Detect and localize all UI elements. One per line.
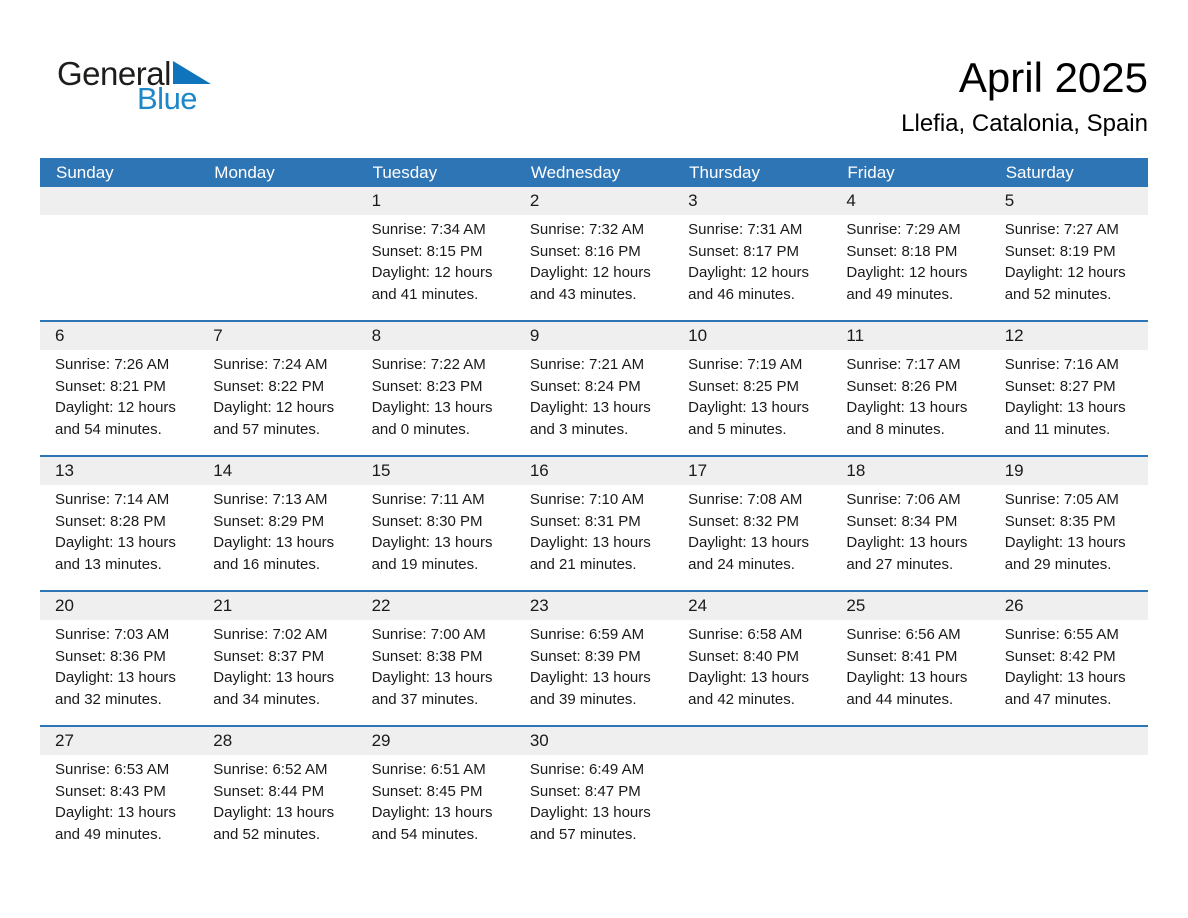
location-subtitle: Llefia, Catalonia, Spain: [901, 110, 1148, 138]
day-info-line: Daylight: 13 hours: [1004, 399, 1126, 416]
day-cell: [673, 215, 831, 320]
day-info-line: Sunset: 8:31 PM: [529, 512, 641, 530]
day-info-line: Sunrise: 6:52 AM: [213, 761, 328, 778]
day-info-line: Sunset: 8:37 PM: [213, 647, 325, 665]
weekday-label-thursday: Thursday: [689, 163, 761, 182]
day-cell: [40, 350, 198, 455]
day-cell: [673, 350, 831, 455]
day-info-line: Sunrise: 7:06 AM: [846, 491, 961, 508]
day-info-line: Sunset: 8:24 PM: [529, 377, 641, 395]
day-cell: [831, 215, 989, 320]
day-info-line: Sunrise: 7:05 AM: [1004, 491, 1119, 508]
day-number: 11: [846, 326, 865, 345]
day-number-strip: [40, 592, 1148, 620]
day-number: 12: [1004, 326, 1024, 345]
weekday-label-saturday: Saturday: [1005, 163, 1074, 182]
week-row: [40, 455, 1148, 590]
day-cell: [673, 485, 831, 590]
day-number: 1: [371, 191, 382, 210]
day-info-line: Sunset: 8:45 PM: [371, 782, 483, 800]
day-cell: [831, 485, 989, 590]
week-row: [40, 590, 1148, 725]
day-info-line: Sunrise: 7:29 AM: [846, 221, 961, 238]
day-info-line: and 43 minutes.: [529, 285, 637, 303]
day-number: [990, 727, 1148, 755]
day-cell: [40, 620, 198, 725]
day-info-line: Daylight: 12 hours: [213, 399, 335, 416]
day-info-line: Sunset: 8:34 PM: [846, 512, 958, 530]
day-info-line: and 19 minutes.: [371, 555, 479, 573]
day-number: 28: [213, 731, 233, 750]
day-info-line: and 42 minutes.: [688, 690, 795, 708]
day-info-line: Daylight: 12 hours: [529, 264, 651, 281]
day-number: 25: [846, 596, 866, 615]
day-info-line: Daylight: 12 hours: [371, 264, 493, 281]
day-cell: [198, 755, 356, 860]
day-info-line: Sunrise: 6:49 AM: [529, 761, 645, 778]
general-blue-logo: [57, 57, 211, 114]
day-number: 5: [1004, 191, 1015, 210]
day-cell: [198, 215, 356, 320]
day-info-line: Daylight: 13 hours: [371, 804, 493, 821]
day-info-line: Sunset: 8:28 PM: [55, 512, 166, 530]
weekday-header: [40, 158, 1148, 187]
day-info-line: Daylight: 13 hours: [1004, 534, 1126, 551]
day-info-line: Sunset: 8:40 PM: [688, 647, 800, 665]
day-info-line: and 16 minutes.: [213, 555, 321, 573]
day-info-line: and 5 minutes.: [688, 420, 787, 438]
day-info-line: Daylight: 13 hours: [55, 804, 176, 821]
day-number: 3: [688, 191, 698, 210]
day-info-line: Sunrise: 6:56 AM: [846, 626, 961, 643]
day-number-strip: [40, 187, 1148, 215]
day-number: 4: [846, 191, 856, 210]
day-info-line: Daylight: 13 hours: [213, 669, 335, 686]
day-info-line: Sunset: 8:36 PM: [55, 647, 166, 665]
day-info-line: Sunrise: 7:22 AM: [371, 356, 486, 373]
day-info-line: and 27 minutes.: [846, 555, 954, 573]
day-info-line: Sunrise: 7:19 AM: [688, 356, 803, 373]
day-cell: [40, 755, 198, 860]
weekday-label-monday: Monday: [214, 163, 275, 182]
day-info-line: and 32 minutes.: [55, 690, 162, 708]
day-cell: [515, 350, 673, 455]
day-cell: [357, 620, 515, 725]
day-info-line: Sunrise: 7:11 AM: [371, 491, 485, 508]
day-info-line: and 54 minutes.: [371, 825, 479, 843]
day-cell: [40, 215, 198, 320]
day-cell: [198, 350, 356, 455]
day-info-line: and 39 minutes.: [529, 690, 637, 708]
day-number: 15: [371, 461, 391, 480]
day-info-line: Daylight: 13 hours: [846, 399, 968, 416]
day-number: [831, 727, 989, 755]
day-info-line: Daylight: 13 hours: [55, 534, 176, 551]
weekday-label-friday: Friday: [847, 163, 895, 182]
title-block: [901, 55, 1148, 139]
day-cell: [990, 485, 1148, 590]
day-info-line: Sunrise: 7:08 AM: [688, 491, 803, 508]
day-info-line: Sunrise: 6:58 AM: [688, 626, 803, 643]
day-cell: [990, 350, 1148, 455]
day-info-line: Sunrise: 6:55 AM: [1004, 626, 1119, 643]
day-info-line: Sunset: 8:29 PM: [213, 512, 325, 530]
day-info-line: Sunset: 8:32 PM: [688, 512, 800, 530]
day-number: 22: [371, 596, 391, 615]
day-number: 13: [55, 461, 74, 480]
day-info-line: Daylight: 13 hours: [1004, 669, 1126, 686]
day-cell: [673, 620, 831, 725]
day-info-line: and 24 minutes.: [688, 555, 795, 573]
day-info-line: and 29 minutes.: [1004, 555, 1112, 573]
day-info-line: Daylight: 13 hours: [688, 399, 810, 416]
day-info-line: Sunrise: 7:02 AM: [213, 626, 328, 643]
day-cell: [357, 485, 515, 590]
day-info-line: Sunrise: 7:27 AM: [1004, 221, 1119, 238]
day-info-line: Sunrise: 7:32 AM: [529, 221, 645, 238]
day-cell: [515, 620, 673, 725]
day-info-line: and 44 minutes.: [846, 690, 954, 708]
day-info-line: and 13 minutes.: [55, 555, 162, 573]
day-info-line: and 8 minutes.: [846, 420, 945, 438]
day-info-line: Daylight: 13 hours: [371, 534, 493, 551]
day-info-line: Sunset: 8:38 PM: [371, 647, 483, 665]
day-info-line: Sunset: 8:44 PM: [213, 782, 325, 800]
logo-text-blue: Blue: [137, 81, 198, 116]
day-info-line: and 34 minutes.: [213, 690, 321, 708]
day-info-line: Daylight: 13 hours: [846, 669, 968, 686]
day-cell: [831, 755, 989, 860]
day-info-line: Sunrise: 7:34 AM: [371, 221, 486, 238]
day-info-line: and 41 minutes.: [371, 285, 479, 303]
day-info-line: Sunrise: 7:13 AM: [213, 491, 328, 508]
day-number: [40, 187, 198, 215]
day-number-strip: [40, 727, 1148, 755]
day-info-line: Sunrise: 7:16 AM: [1004, 356, 1119, 373]
day-info-line: Daylight: 13 hours: [846, 534, 968, 551]
day-info-line: and 37 minutes.: [371, 690, 479, 708]
day-info-line: and 3 minutes.: [529, 420, 629, 438]
day-info-line: and 46 minutes.: [688, 285, 795, 303]
day-details-row: [40, 755, 1148, 860]
day-info-line: and 54 minutes.: [55, 420, 162, 438]
day-info-line: and 11 minutes.: [1004, 420, 1111, 438]
day-cell: [198, 620, 356, 725]
day-info-line: Sunset: 8:39 PM: [529, 647, 641, 665]
day-info-line: Sunrise: 6:51 AM: [371, 761, 486, 778]
day-info-line: Sunrise: 7:24 AM: [213, 356, 328, 373]
day-details-row: [40, 620, 1148, 725]
day-cell: [40, 485, 198, 590]
day-info-line: Sunset: 8:25 PM: [688, 377, 800, 395]
day-info-line: Daylight: 12 hours: [55, 399, 176, 416]
day-info-line: Sunrise: 7:10 AM: [529, 491, 645, 508]
day-number: 30: [529, 731, 549, 750]
day-info-line: and 49 minutes.: [55, 825, 162, 843]
day-info-line: and 47 minutes.: [1004, 690, 1112, 708]
day-info-line: Sunset: 8:30 PM: [371, 512, 483, 530]
day-cell: [990, 755, 1148, 860]
day-number: 7: [213, 326, 223, 345]
day-info-line: and 21 minutes.: [529, 555, 637, 573]
day-info-line: and 49 minutes.: [846, 285, 954, 303]
day-info-line: Sunset: 8:21 PM: [55, 377, 166, 395]
day-info-line: Sunset: 8:17 PM: [688, 242, 800, 260]
day-cell: [831, 350, 989, 455]
day-cell: [515, 755, 673, 860]
day-number: 9: [529, 326, 540, 345]
day-info-line: Daylight: 13 hours: [371, 669, 493, 686]
day-number: 17: [688, 461, 708, 480]
day-number-strip: [40, 322, 1148, 350]
day-info-line: Daylight: 13 hours: [529, 804, 651, 821]
day-info-line: Sunset: 8:15 PM: [371, 242, 483, 260]
day-info-line: Sunrise: 7:17 AM: [846, 356, 961, 373]
day-info-line: Daylight: 13 hours: [213, 804, 335, 821]
day-info-line: Daylight: 13 hours: [213, 534, 335, 551]
day-number: 6: [55, 326, 65, 345]
day-info-line: Sunset: 8:22 PM: [213, 377, 325, 395]
day-info-line: Sunset: 8:18 PM: [846, 242, 958, 260]
day-info-line: Sunset: 8:35 PM: [1004, 512, 1116, 530]
day-number: 21: [213, 596, 233, 615]
day-number: 2: [529, 191, 540, 210]
day-number-strip: [40, 457, 1148, 485]
day-cell: [990, 620, 1148, 725]
day-cell: [673, 755, 831, 860]
day-cell: [831, 620, 989, 725]
day-info-line: Sunset: 8:26 PM: [846, 377, 958, 395]
day-cell: [198, 485, 356, 590]
day-info-line: Daylight: 13 hours: [529, 399, 651, 416]
day-info-line: and 57 minutes.: [529, 825, 637, 843]
day-number: [198, 187, 356, 215]
day-number: 16: [529, 461, 549, 480]
day-info-line: Daylight: 13 hours: [371, 399, 493, 416]
day-cell: [515, 485, 673, 590]
day-number: 10: [688, 326, 708, 345]
month-title: April 2025: [958, 54, 1148, 101]
day-info-line: and 57 minutes.: [213, 420, 321, 438]
day-info-line: Daylight: 12 hours: [688, 264, 810, 281]
day-cell: [357, 755, 515, 860]
day-details-row: [40, 215, 1148, 320]
day-number: 24: [688, 596, 708, 615]
day-info-line: and 52 minutes.: [1004, 285, 1112, 303]
day-cell: [357, 350, 515, 455]
day-number: 8: [371, 326, 382, 345]
day-info-line: Sunset: 8:16 PM: [529, 242, 641, 260]
week-row: [40, 187, 1148, 320]
week-row: [40, 725, 1148, 860]
day-info-line: Sunset: 8:19 PM: [1004, 242, 1116, 260]
week-row: [40, 320, 1148, 455]
day-info-line: Daylight: 12 hours: [846, 264, 968, 281]
day-info-line: Sunset: 8:47 PM: [529, 782, 641, 800]
day-info-line: Daylight: 12 hours: [1004, 264, 1126, 281]
day-info-line: Sunrise: 7:14 AM: [55, 491, 170, 508]
day-number: 26: [1004, 596, 1024, 615]
day-info-line: Daylight: 13 hours: [529, 669, 651, 686]
day-info-line: Sunrise: 7:21 AM: [529, 356, 645, 373]
day-cell: [515, 215, 673, 320]
day-info-line: Sunrise: 7:03 AM: [55, 626, 170, 643]
day-info-line: Sunrise: 7:00 AM: [371, 626, 486, 643]
day-info-line: and 52 minutes.: [213, 825, 321, 843]
day-cell: [990, 215, 1148, 320]
day-info-line: Sunset: 8:27 PM: [1004, 377, 1116, 395]
day-details-row: [40, 485, 1148, 590]
day-number: 18: [846, 461, 866, 480]
day-number: 20: [55, 596, 74, 615]
day-number: 29: [371, 731, 391, 750]
day-number: [673, 727, 831, 755]
day-info-line: Sunrise: 7:26 AM: [55, 356, 170, 373]
day-number: 23: [529, 596, 549, 615]
day-number: 19: [1004, 461, 1024, 480]
weekday-label-wednesday: Wednesday: [530, 163, 621, 182]
calendar: [40, 158, 1148, 860]
day-info-line: Sunrise: 6:53 AM: [55, 761, 170, 778]
day-info-line: Daylight: 13 hours: [688, 534, 810, 551]
day-info-line: Daylight: 13 hours: [55, 669, 176, 686]
day-info-line: Daylight: 13 hours: [688, 669, 810, 686]
day-number: 27: [55, 731, 74, 750]
day-number: 14: [213, 461, 233, 480]
day-info-line: Sunset: 8:23 PM: [371, 377, 483, 395]
logo-text-general: General: [57, 55, 171, 92]
day-info-line: Sunset: 8:41 PM: [846, 647, 958, 665]
calendar-grid: [40, 187, 1148, 860]
weekday-label-sunday: Sunday: [56, 163, 114, 182]
day-info-line: and 0 minutes.: [371, 420, 470, 438]
day-info-line: Sunset: 8:43 PM: [55, 782, 166, 800]
day-info-line: Sunset: 8:42 PM: [1004, 647, 1116, 665]
day-info-line: Sunrise: 7:31 AM: [688, 221, 803, 238]
weekday-label-tuesday: Tuesday: [372, 163, 438, 182]
day-details-row: [40, 350, 1148, 455]
day-info-line: Daylight: 13 hours: [529, 534, 651, 551]
day-info-line: Sunrise: 6:59 AM: [529, 626, 645, 643]
day-cell: [357, 215, 515, 320]
